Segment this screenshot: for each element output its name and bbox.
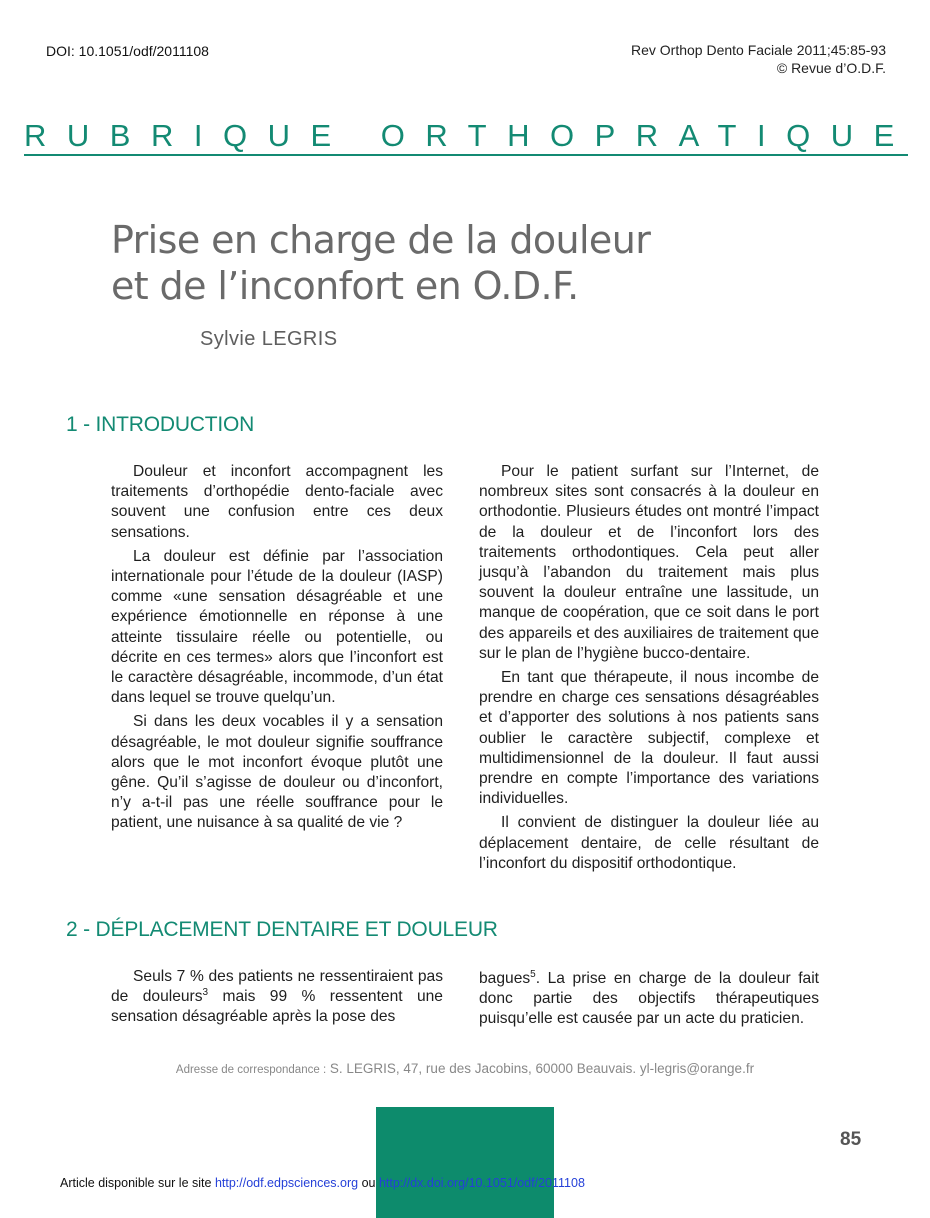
article-title <box>111 217 650 309</box>
intro-left-column <box>111 462 443 838</box>
paragraph <box>479 969 819 1030</box>
text: mais 99 % ressentent une sensation désagréable après la pose des <box>111 988 443 1026</box>
availability-footer <box>60 1176 585 1190</box>
journal-copyright: © Revue d’O.D.F. <box>776 60 886 76</box>
section2-left-column <box>111 967 443 1032</box>
correspondence-text: S. LEGRIS, 47, rue des Jacobins, 60000 Beauvais. yl-legris@orange.fr <box>326 1061 755 1076</box>
paragraph: La douleur est définie par l’association internationale pour l’étude de la douleur (IASP) comme «une sensation désagréable et une expérience émotionnelle en réponse à une atteinte tissulaire réelle ou potentielle, ou décrite en ces termes» alors que l’inconfort est le caractère désagréable, incommode, d’un état dans lequel se trouve quelqu’un. <box>111 547 443 707</box>
text: . La prise en charge de la douleur fait donc partie des objectifs thérapeutiques puisqu’elle est causée par un acte du praticien. <box>479 970 819 1028</box>
article-title-line-2: et de l’inconfort en O.D.F. <box>111 264 579 308</box>
paragraph: Si dans les deux vocables il y a sensation désagréable, le mot douleur signifie souffrance alors que le mot inconfort évoque plutôt une gêne. Qu’il s’agisse de douleur ou d’inconfort, n’y a-t-il pas une réelle souffrance pour le patient, une nuisance à sa qualité de vie ? <box>111 713 443 832</box>
paragraph: Il convient de distinguer la douleur liée au déplacement dentaire, de celle résultant de l’inconfort du dispositif orthodontique. <box>479 814 819 872</box>
article-title-line-1: Prise en charge de la douleur <box>111 218 651 262</box>
journal-reference <box>631 41 886 77</box>
publisher-color-block <box>376 1107 554 1218</box>
citation-ref: 3 <box>202 987 209 999</box>
footer-middle: ou <box>358 1176 379 1190</box>
paragraph <box>111 967 443 1028</box>
intro-right-column <box>479 462 819 878</box>
text: Seuls 7 % des patients ne ressentiraient pas de douleurs <box>111 968 443 1006</box>
page-number: 85 <box>840 1129 862 1150</box>
section-heading-deplacement: 2 - DÉPLACEMENT DENTAIRE ET DOULEUR <box>66 918 498 941</box>
journal-site-link[interactable]: http://odf.edpsciences.org <box>214 1176 359 1190</box>
paragraph: En tant que thérapeute, il nous incombe de prendre en charge ces sensations désagréables et d’apporter des solutions à nos patients sans oublier le caractère subjectif, complexe et multidimensionnel de la douleur. Il faut aussi prendre en compte l’importance des variations individuelles. <box>479 669 819 808</box>
text: bagues <box>479 970 531 987</box>
citation-ref: 5 <box>530 968 536 980</box>
doi-link[interactable]: http://dx.doi.org/10.1051/odf/2011108 <box>378 1176 585 1190</box>
doi: DOI: 10.1051/odf/2011108 <box>46 43 209 59</box>
correspondence-label: Adresse de correspondance : <box>175 1064 327 1076</box>
section-heading-introduction: 1 - INTRODUCTION <box>66 413 255 436</box>
correspondence-address <box>0 1061 930 1076</box>
paragraph: Pour le patient surfant sur l’Internet, de nombreux sites sont consacrés à la douleur en orthodontie. Plusieurs études ont montré l’impact de la douleur et de l’inconfort lors des traitements orthodontiques. Cela peut aller jusqu’à l’abandon du traitement mais plus souvent la douleur entraîne une lassitude, un manque de coopération, que ce soit dans le port des appareils et des auxiliaires de traitement que sur le plan de l’hygiène bucco-dentaire. <box>479 463 819 662</box>
journal-citation: Rev Orthop Dento Faciale 2011;45:85-93 <box>630 42 886 58</box>
paragraph: Douleur et inconfort accompagnent les traitements d’orthopédie dento-faciale avec souvent une confusion entre ces deux sensations. <box>111 463 443 541</box>
author: Sylvie LEGRIS <box>200 328 338 350</box>
footer-prefix: Article disponible sur le site <box>60 1176 215 1190</box>
rubrique-banner: RUBRIQUE ORTHOPRATIQUE <box>24 118 908 156</box>
section2-right-column <box>479 969 819 1034</box>
